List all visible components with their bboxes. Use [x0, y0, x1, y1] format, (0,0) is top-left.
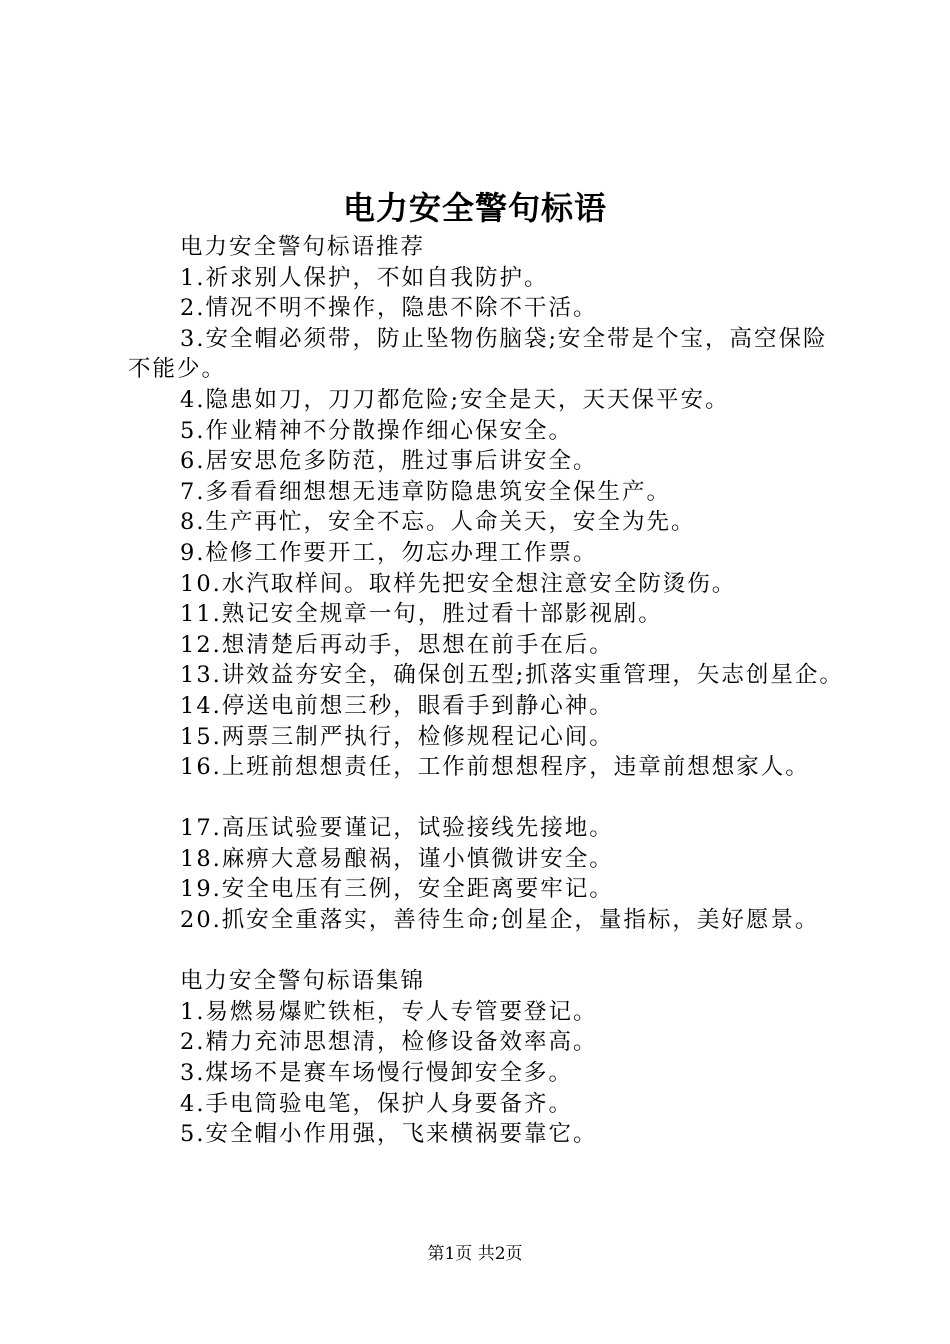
- document-title: 电力安全警句标语: [342, 189, 607, 227]
- blank-line: [128, 783, 848, 814]
- slogan-item: 9.检修工作要开工，勿忘办理工作票。: [180, 539, 598, 566]
- slogan-item: 6.居安思危多防范，胜过事后讲安全。: [180, 448, 598, 475]
- slogan-item: 12.想清楚后再动手，思想在前手在后。: [180, 631, 614, 658]
- slogan-item: 4.隐患如刀，刀刀都危险;安全是天，天天保平安。: [180, 386, 730, 413]
- slogan-item: 16.上班前想想责任，工作前想想程序，违章前想想家人。: [180, 754, 810, 781]
- slogan-item: 8.生产再忙，安全不忘。人命关天，安全为先。: [180, 509, 696, 536]
- page-footer: 第1页 共2页: [427, 1244, 523, 1264]
- slogan-item: 15.两票三制严执行，检修规程记心间。: [180, 723, 614, 750]
- slogan-item: 2.精力充沛思想清，检修设备效率高。: [180, 1029, 598, 1056]
- slogan-item: 5.安全帽小作用强，飞来横祸要靠它。: [180, 1121, 598, 1148]
- slogan-item: 17.高压试验要谨记，试验接线先接地。: [180, 815, 614, 842]
- slogan-item: 3.安全帽必须带，防止坠物伤脑袋;安全带是个宝，高空保险不能少。: [128, 325, 828, 383]
- slogan-item: 11.熟记安全规章一句，胜过看十部影视剧。: [180, 601, 663, 628]
- slogan-item: 1.祈求别人保护，不如自我防护。: [180, 264, 549, 291]
- slogan-item: 20.抓安全重落实，善待生命;创星企，量指标，美好愿景。: [180, 907, 820, 934]
- slogan-item: 1.易燃易爆贮铁柜，专人专管要登记。: [180, 998, 598, 1025]
- section-heading: 电力安全警句标语集锦: [180, 968, 426, 995]
- slogan-item: 7.多看看细想想无违章防隐患筑安全保生产。: [180, 478, 671, 505]
- slogan-item: 18.麻痹大意易酿祸，谨小慎微讲安全。: [180, 845, 614, 872]
- slogan-item: 5.作业精神不分散操作细心保安全。: [180, 417, 573, 444]
- slogan-item: 13.讲效益夯安全，确保创五型;抓落实重管理，矢志创星企。: [180, 662, 844, 689]
- document-body: [128, 232, 848, 1150]
- slogan-item: 3.煤场不是赛车场慢行慢卸安全多。: [180, 1060, 573, 1087]
- slogan-item: 19.安全电压有三例，安全距离要牢记。: [180, 876, 614, 903]
- slogan-item: 2.情况不明不操作，隐患不除不干活。: [180, 295, 598, 322]
- slogan-item: 10.水汽取样间。取样先把安全想注意安全防烫伤。: [180, 570, 737, 597]
- section-heading: 电力安全警句标语推荐: [180, 234, 426, 260]
- blank-line: [128, 936, 848, 967]
- slogan-item: 14.停送电前想三秒，眼看手到静心神。: [180, 692, 614, 719]
- slogan-item: 4.手电筒验电笔，保护人身要备齐。: [180, 1090, 573, 1117]
